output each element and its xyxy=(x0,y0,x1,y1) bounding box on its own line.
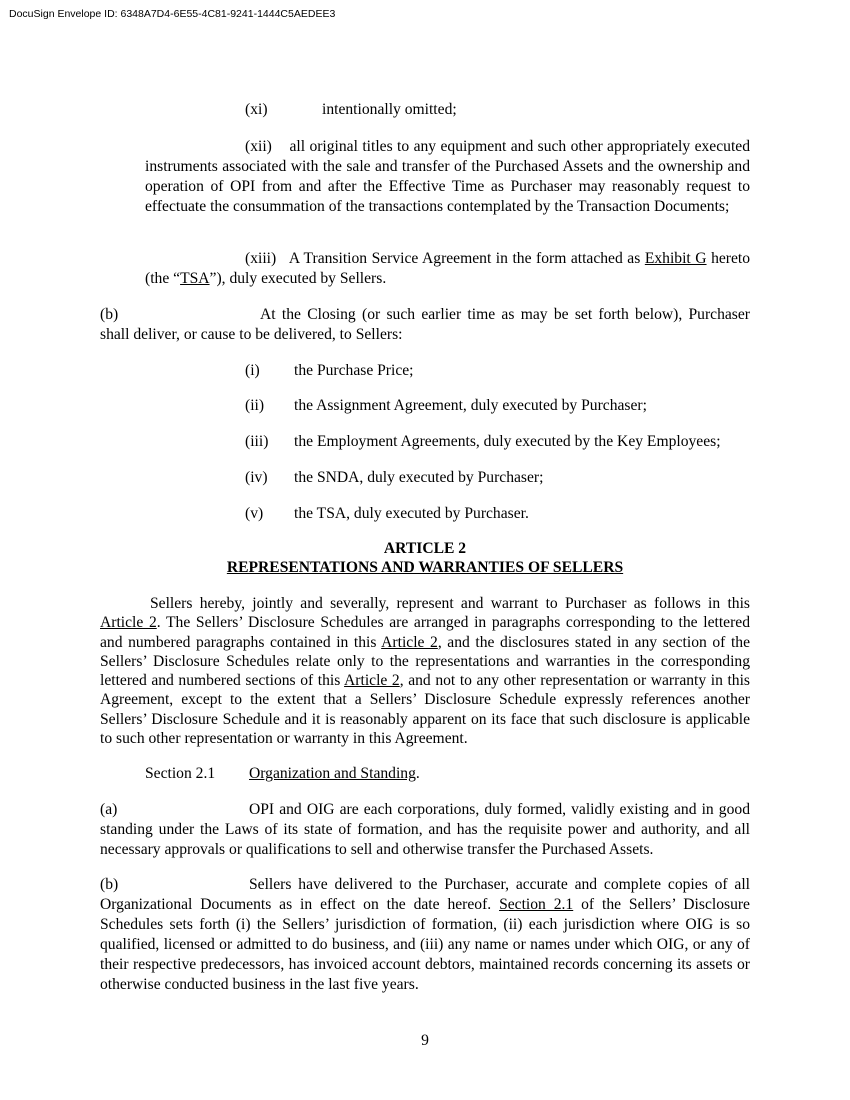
list-item-xii xyxy=(145,137,750,217)
article-reference: Article 2 xyxy=(100,614,157,632)
list-item-text: all original titles to any equipment and such other appropriately executed instruments associated with the sale and transfer of the Purchased Assets and the ownership and operation of OPI from and after the Effective Time as Purchaser may reasonably request to effectuate the consummation of the transactions contemplated by the Transaction Documents; xyxy=(145,138,750,215)
intro-text: . The Sellers’ Disclosure Schedules are arranged in paragraphs corresponding to the lettered and numbered paragraphs contained in this xyxy=(100,614,750,651)
article-number: ARTICLE 2 xyxy=(383,540,467,557)
list-item-text: the SNDA, duly executed by Purchaser; xyxy=(294,469,544,486)
list-item-number: (ii) xyxy=(245,397,265,414)
article-reference: Article 2 xyxy=(344,672,400,690)
section-title: Organization and Standing xyxy=(249,765,416,782)
list-item-text: intentionally omitted; xyxy=(322,101,457,118)
section-2-1-b xyxy=(100,875,750,995)
section-number: Section 2.1 xyxy=(145,765,216,782)
paragraph-label: (b) xyxy=(100,306,119,323)
article-reference: Article 2 xyxy=(381,633,438,651)
section-reference: Section 2.1 xyxy=(499,896,574,913)
list-item-text: the TSA, duly executed by Purchaser. xyxy=(294,505,529,522)
list-item-number: (xiii) xyxy=(245,250,277,267)
paragraph-label: (b) xyxy=(100,876,119,893)
list-item-text: the Employment Agreements, duly executed by the Key Employees; xyxy=(294,433,721,450)
section-heading xyxy=(145,764,420,784)
section-2-1-a xyxy=(100,800,750,860)
list-item-text-continued: hereto (the “ xyxy=(145,250,751,287)
defined-term: TSA xyxy=(180,270,210,287)
list-item-number: (iv) xyxy=(245,469,268,486)
article-title: REPRESENTATIONS AND WARRANTIES OF SELLERS xyxy=(226,559,624,576)
intro-text: , and the disclosures stated in any section of the Sellers’ Disclosure Schedules relate only to the representations and warranties in the corresponding lettered and numbered sections of this xyxy=(100,633,750,690)
paragraph-text: of the Sellers’ Disclosure Schedules sets forth (i) the Sellers’ jurisdiction of formation, (ii) each jurisdiction where OIG is so qualified, licensed or admitted to do business, and (iii) any name or names under which OIG, or any of their respective predecessors, has invoiced account debtors, maintained records concerning its assets or otherwise conducted business in the last five years. xyxy=(100,896,750,993)
page-number: 9 xyxy=(421,1032,429,1049)
intro-text: , and not to any other representation or warranty in this Agreement, except to the extent that a Sellers’ Disclosure Schedule expressly references another Sellers’ Disclosure Schedule and it is reasonably apparent on its face that such disclosure is applicable to such other representation or warranty in this Agreement. xyxy=(100,672,750,748)
list-item-text-end: ”), duly executed by Sellers. xyxy=(209,270,387,287)
list-item-number: (iii) xyxy=(245,433,269,450)
intro-text: Sellers hereby, jointly and severally, represent and warrant to Purchaser as follows in this xyxy=(150,595,750,612)
list-item-number: (v) xyxy=(245,505,264,522)
paragraph-text: OPI and OIG are each corporations, duly formed, validly existing and in good standing under the Laws of its state of formation, and has the requisite power and authority, and all necessary approvals or qualifications to sell and otherwise transfer the Purchased Assets. xyxy=(100,801,750,858)
list-item-text: the Purchase Price; xyxy=(294,362,414,379)
list-item-number: (xi) xyxy=(245,101,268,118)
list-item-text: A Transition Service Agreement in the form attached as xyxy=(288,250,641,267)
section-title-period: . xyxy=(415,765,420,782)
paragraph-text: At the Closing (or such earlier time as may be set forth below), Purchaser shall deliver, or cause to be delivered, to Sellers: xyxy=(100,306,750,343)
list-item-xiii xyxy=(145,249,750,289)
list-item-number: (xii) xyxy=(245,138,272,155)
paragraph-text: Sellers have delivered to the Purchaser, accurate and complete copies of all Organizational Documents as in effect on the date hereof. xyxy=(100,876,750,913)
list-item-text: the Assignment Agreement, duly executed by Purchaser; xyxy=(294,397,647,414)
docusign-envelope-id: DocuSign Envelope ID: 6348A7D4-6E55-4C81-9241-1444C5AEDEE3 xyxy=(9,8,336,20)
exhibit-reference: Exhibit G xyxy=(644,250,707,267)
list-item-number: (i) xyxy=(245,362,260,379)
paragraph-label: (a) xyxy=(100,801,118,818)
paragraph-b-purchaser xyxy=(100,305,750,345)
article-intro-paragraph xyxy=(100,594,750,748)
